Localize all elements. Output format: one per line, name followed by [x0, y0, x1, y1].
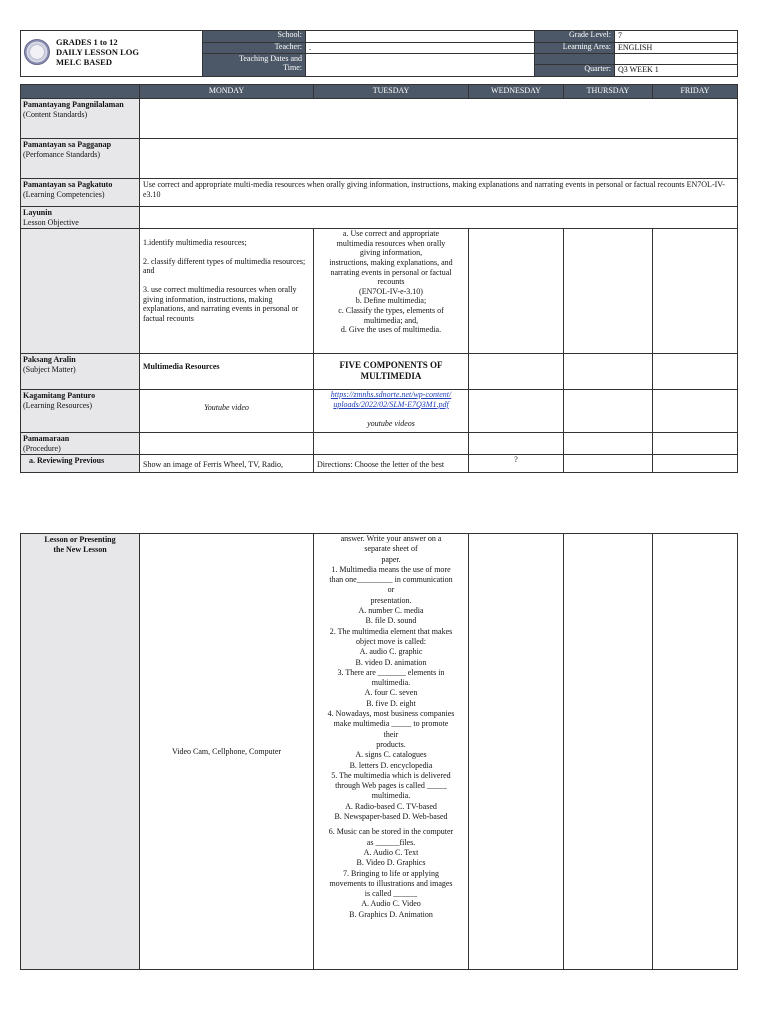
- subject-matter-sub: (Subject Matter): [23, 364, 76, 374]
- quiz-line: object move is called:: [356, 636, 426, 646]
- quiz-line: B. Video D. Graphics: [356, 858, 426, 868]
- dates-label-1: Teaching Dates and: [239, 54, 302, 63]
- procedure-monday: [140, 433, 314, 455]
- reviewing-monday: Show an image of Ferris Wheel, TV, Radio,: [140, 455, 314, 473]
- quiz-lines-2: [314, 827, 468, 920]
- area-label: Learning Area:: [535, 42, 615, 54]
- day-header-blank: [21, 85, 140, 99]
- area-value: ENGLISH: [615, 42, 738, 54]
- day-header-friday: FRIDAY: [653, 85, 738, 99]
- subject-friday: [653, 354, 738, 390]
- presenting-lesson-label-1: Lesson or Presenting: [44, 535, 116, 544]
- quiz-line: presentation.: [370, 595, 412, 605]
- subject-tuesday-1: FIVE COMPONENTS OF: [339, 360, 443, 371]
- resources-friday: [653, 390, 738, 433]
- reviewing-friday: [653, 455, 738, 473]
- objective-title: Layunin: [23, 208, 52, 217]
- content-standards-label: [21, 99, 140, 139]
- slm-pdf-link[interactable]: [331, 390, 451, 409]
- quiz-line: separate sheet of: [364, 544, 418, 554]
- objective-wednesday: [469, 229, 564, 354]
- grade-value: 7: [615, 31, 738, 43]
- slm-pdf-link-1: https://zmnhs.sdnorte.net/wp-content/: [330, 390, 452, 400]
- obj-tue-line: giving information,: [359, 248, 423, 258]
- quiz-line: 3. There are _______ elements in: [337, 667, 445, 677]
- header-logo-cell: [21, 31, 203, 77]
- performance-standards-sub: (Perfomance Standards): [23, 149, 101, 159]
- quiz-line: B. Graphics D. Animation: [349, 909, 433, 919]
- obj-tue-line: (EN7OL-IV-e-3.10): [359, 286, 423, 296]
- obj-tue-line: d. Give the uses of multimedia.: [340, 325, 442, 335]
- quiz-line: their: [383, 729, 399, 739]
- quiz-line: B. five D. eight: [366, 698, 416, 708]
- objective-tuesday: [314, 229, 469, 354]
- presenting-lesson-label: [21, 534, 140, 970]
- quiz-line: 1. Multimedia means the use of more: [331, 564, 451, 574]
- quiz-line: paper.: [381, 554, 401, 564]
- procedure-wednesday: [469, 433, 564, 455]
- objective-thursday: [564, 229, 653, 354]
- quiz-line: movements to illustrations and images: [329, 878, 453, 888]
- header-line2: DAILY LESSON LOG: [56, 47, 139, 57]
- dates-label-2: Time:: [283, 63, 302, 72]
- quiz-line: through Web pages is called _____: [335, 781, 447, 791]
- header-line1: GRADES 1 to 12: [56, 37, 118, 47]
- obj-tue-line: c. Classify the types, elements of: [338, 305, 444, 315]
- presenting-friday: [653, 534, 738, 970]
- school-value: [306, 31, 535, 43]
- quiz-line: or: [387, 585, 395, 595]
- quiz-line: than one_________ in communication: [329, 575, 453, 585]
- presenting-wednesday: [469, 534, 564, 970]
- quiz-line: A. audio C. graphic: [359, 647, 423, 657]
- subject-tuesday: [314, 354, 469, 390]
- quarter-value: Q3 WEEK 1: [615, 65, 738, 77]
- school-label: School:: [203, 31, 306, 43]
- competencies-value: Use correct and appropriate multi-media resources when orally giving information, instructions, making explanations and narrating events in personal or factual recounts EN7OL-IV-e3.10: [140, 179, 738, 207]
- resources-tuesday-youtube: youtube videos: [367, 419, 415, 429]
- slm-pdf-link-2: uploads/2022/02/SLM-E7Q3M1.pdf: [333, 399, 449, 409]
- header-blank-value: [615, 54, 738, 65]
- quiz-line: A. Audio C. Video: [361, 899, 421, 909]
- quiz-line: 6. Music can be stored in the computer: [328, 827, 454, 837]
- subject-monday: Multimedia Resources: [140, 354, 314, 390]
- content-standards-title: Pamantayang Pangnilalaman: [23, 100, 124, 109]
- quiz-line: B. letters D. encyclopedia: [349, 760, 433, 770]
- procedure-title: Pamamaraan: [23, 434, 70, 444]
- header-line3: MELC BASED: [56, 57, 112, 67]
- reviewing-wednesday: ?: [469, 455, 564, 473]
- quarter-label: Quarter:: [535, 65, 615, 77]
- quiz-line: answer. Write your answer on a: [340, 534, 442, 543]
- header-table: [20, 30, 738, 77]
- quiz-line: A. signs C. catalogues: [355, 750, 427, 760]
- reviewing-label: [21, 455, 140, 473]
- resources-wednesday: [469, 390, 564, 433]
- quiz-line: multimedia.: [371, 791, 411, 801]
- content-standards-sub: (Content Standards): [23, 109, 88, 119]
- presenting-tuesday: [314, 534, 469, 970]
- obj-tue-line: recounts: [377, 277, 405, 287]
- objective-value: [140, 207, 738, 229]
- quiz-line: 4. Nowadays, most business companies: [327, 709, 455, 719]
- quiz-line: A. Audio C. Text: [363, 847, 419, 857]
- performance-standards-label: [21, 139, 140, 179]
- competencies-sub: (Learning Competencies): [23, 189, 105, 199]
- quiz-line: is called ______: [364, 889, 418, 899]
- resources-thursday: [564, 390, 653, 433]
- learning-resources-label: [21, 390, 140, 433]
- subject-thursday: [564, 354, 653, 390]
- obj-tue-line: narrating events in personal or factual: [330, 267, 452, 277]
- objective-sub: Lesson Objective: [23, 217, 79, 227]
- objective-detail-label: [21, 229, 140, 354]
- quiz-line: multimedia.: [371, 678, 411, 688]
- quiz-line: B. video D. animation: [355, 657, 427, 667]
- presenting-lesson-label-2: the New Lesson: [53, 544, 107, 554]
- deped-seal-icon: [24, 39, 50, 65]
- procedure-friday: [653, 433, 738, 455]
- objective-label: [21, 207, 140, 229]
- obj-tue-line: a. Use correct and appropriate: [342, 229, 440, 239]
- dates-value: [306, 54, 535, 77]
- quiz-line: A. four C. seven: [364, 688, 418, 698]
- performance-standards-title: Pamantayan sa Pagganap: [23, 140, 112, 149]
- subject-wednesday: [469, 354, 564, 390]
- quiz-line: as ______files.: [366, 837, 416, 847]
- objective-friday: [653, 229, 738, 354]
- lesson-log-table: [20, 84, 738, 473]
- procedure-label: [21, 433, 140, 455]
- reviewing-thursday: [564, 455, 653, 473]
- quiz-line: A. number C. media: [358, 606, 424, 616]
- grade-label: Grade Level:: [535, 31, 615, 43]
- presenting-monday: Video Cam, Cellphone, Computer: [140, 534, 314, 970]
- learning-resources-title: Kagamitang Panturo: [23, 391, 96, 401]
- procedure-thursday: [564, 433, 653, 455]
- quiz-line: 2. The multimedia element that makes: [329, 626, 453, 636]
- competencies-label: [21, 179, 140, 207]
- content-standards-value: [140, 99, 738, 139]
- quiz-line: B. Newspaper-based D. Web-based: [334, 812, 448, 822]
- obj-tue-line: instructions, making explanations, and: [329, 257, 453, 267]
- obj-tue-line: multimedia; and,: [363, 315, 419, 325]
- day-header-tuesday: TUESDAY: [314, 85, 469, 99]
- subject-matter-label: [21, 354, 140, 390]
- subject-tuesday-2: MULTIMEDIA: [360, 371, 422, 382]
- obj-tue-line: b. Define multimedia;: [355, 296, 427, 306]
- procedure-sub: (Procedure): [23, 443, 61, 453]
- presenting-thursday: [564, 534, 653, 970]
- day-header-monday: MONDAY: [140, 85, 314, 99]
- objective-monday: [140, 229, 314, 354]
- subject-matter-title: Paksang Aralin: [23, 355, 76, 365]
- procedure-tuesday: [314, 433, 469, 455]
- quiz-line: 7. Bringing to life or applying: [343, 868, 439, 878]
- day-header-wednesday: WEDNESDAY: [469, 85, 564, 99]
- quiz-line: B. file D. sound: [365, 616, 417, 626]
- reviewing-title: a. Reviewing Previous: [29, 456, 105, 466]
- quiz-line: A. Radio-based C. TV-based: [345, 801, 437, 811]
- quiz-lines-1: [314, 534, 468, 822]
- obj-tue-line: multimedia resources when orally: [336, 238, 446, 248]
- resources-monday: Youtube video: [140, 390, 314, 433]
- learning-resources-sub: (Learning Resources): [23, 400, 93, 410]
- resources-tuesday: [314, 390, 469, 433]
- quiz-line: products.: [376, 739, 406, 749]
- teacher-value: .: [306, 42, 535, 54]
- teacher-label: Teacher:: [203, 42, 306, 54]
- day-header-thursday: THURSDAY: [564, 85, 653, 99]
- objective-monday-2: 2. classify different types of multimedia resources; and: [143, 256, 306, 276]
- lesson-log-table-continued: [20, 533, 738, 970]
- quiz-line: make multimedia _____ to promote: [333, 719, 449, 729]
- reviewing-tuesday: Directions: Choose the letter of the best: [314, 455, 469, 473]
- objective-monday-1: 1.identify multimedia resources;: [143, 238, 247, 248]
- competencies-title: Pamantayan sa Pagkatuto: [23, 180, 113, 189]
- dates-label: [203, 54, 306, 77]
- header-blank: [535, 54, 615, 65]
- performance-standards-value: [140, 139, 738, 179]
- quiz-line: 5. The multimedia which is delivered: [331, 770, 451, 780]
- objective-monday-3: 3. use correct multimedia resources when orally giving information, instructions, making explanations, and narrating events in personal or factual recounts: [143, 284, 299, 323]
